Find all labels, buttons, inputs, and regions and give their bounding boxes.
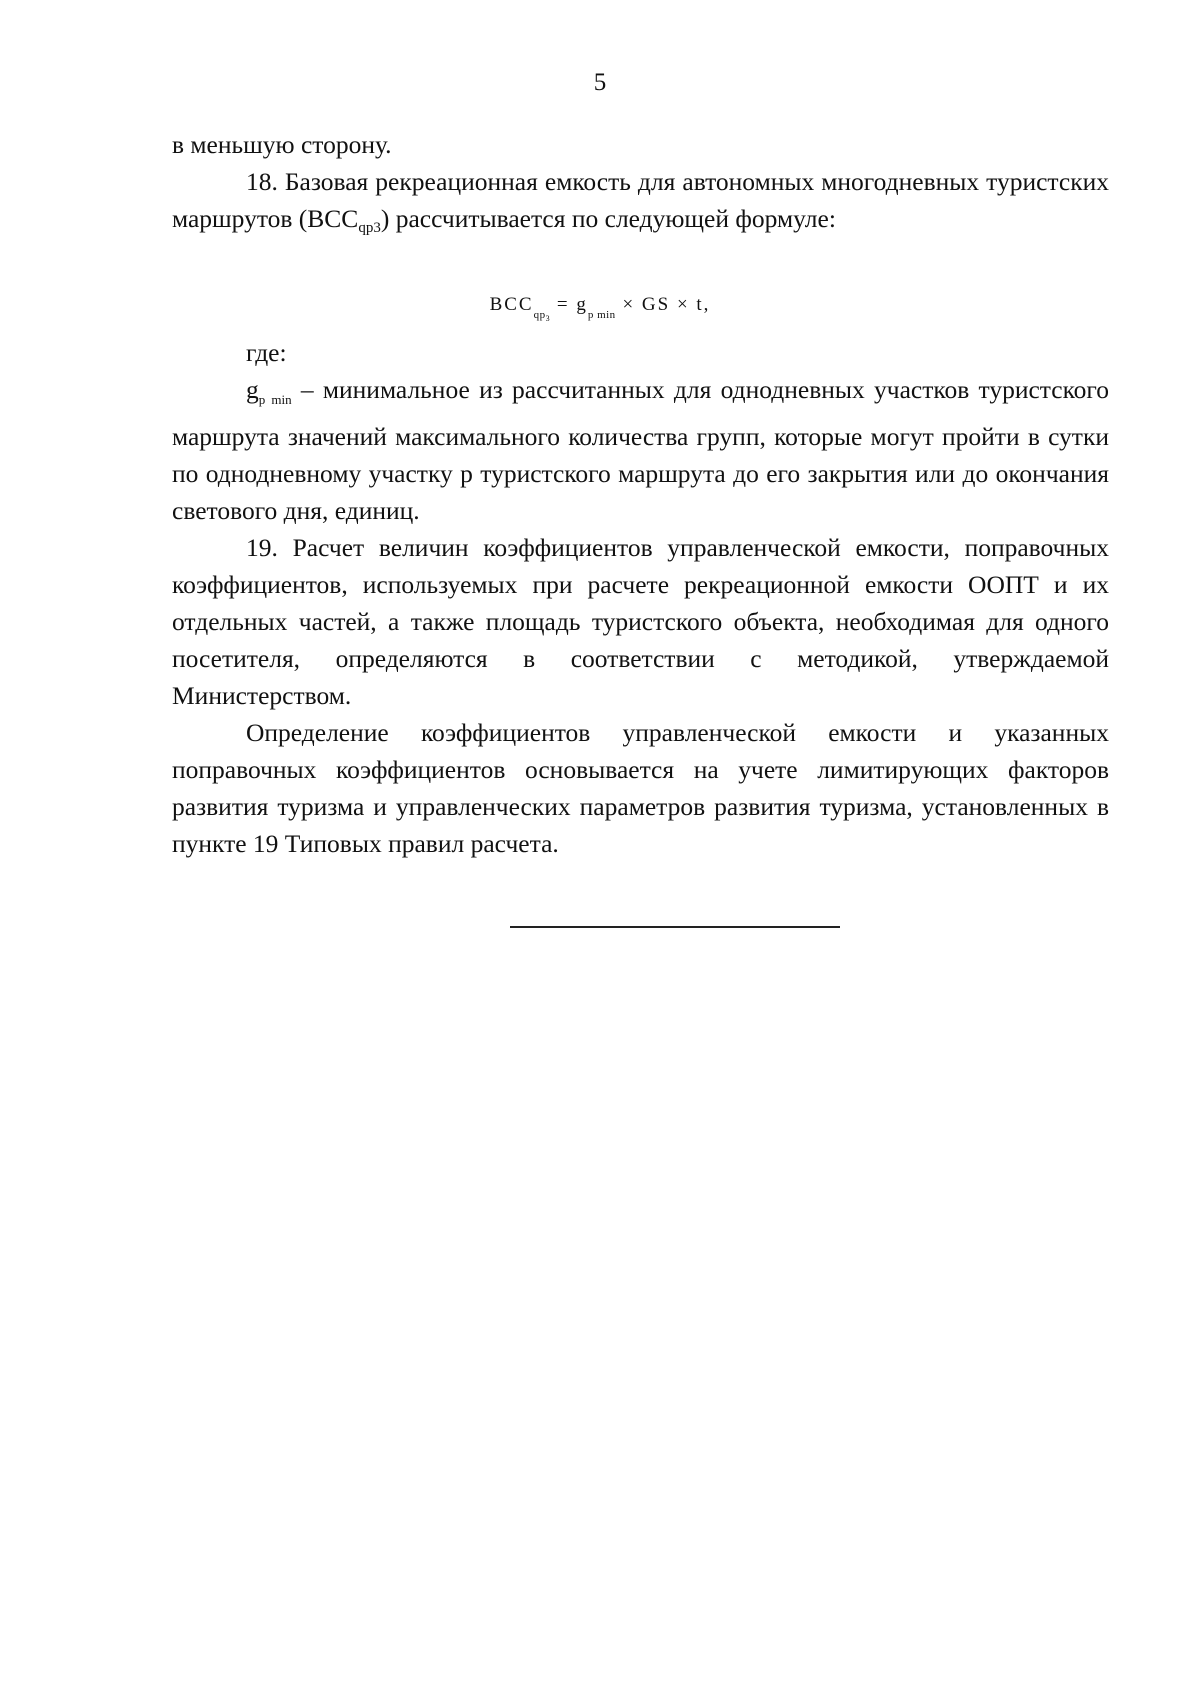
end-rule-line (510, 926, 840, 928)
paragraph-20: Определение коэффициентов управленческой емкости и указанных поправочных коэффициентов основывается на учете лимитирующих факторов развития туризма и управленческих параметров развития туризма, установленных в пункте 19 Типовых правил расчета. (172, 718, 1109, 858)
formula-g-sub: p min (587, 309, 616, 321)
formula-g: g (576, 294, 588, 315)
formula-lhs-sub: qp3 (533, 309, 551, 323)
paragraph-18 (172, 163, 1109, 247)
gpmin-definition (172, 371, 1109, 529)
continuation-line: в меньшую сторону. (172, 130, 392, 159)
formula-rest: × GS × t, (615, 294, 711, 315)
page-number: 5 (593, 69, 607, 96)
formula-lhs: BCC (489, 294, 534, 315)
formula (0, 290, 1200, 334)
formula-eq: = (550, 294, 577, 315)
text-block-top (172, 126, 1109, 247)
where-label: где: (246, 338, 287, 367)
paragraph-18-subscript: qp3 (358, 220, 381, 236)
paragraph-19: 19. Расчет величин коэффициентов управленческой емкости, поправочных коэффициентов, используемых при расчете рекреационной емкости ООПТ и их отдельных частей, а также площадь туристского объекта, необходимая для одного посетителя, определяются в соответствии с методикой, утверждаемой Министерством. (172, 533, 1109, 710)
gpmin-text: – минимальное из рассчитанных для однодневных участков туристского маршрута значений максимального количества групп, которые могут пройти в сутки по однодневному участку p туристского маршрута до его закрытия или до окончания светового дня, единиц. (172, 375, 1109, 525)
paragraph-18-after: ) рассчитывается по следующей формуле: (380, 204, 836, 233)
gpmin-symbol-sub: p min (258, 392, 292, 407)
gpmin-symbol: g (246, 375, 259, 404)
text-block-bottom (172, 334, 1109, 862)
paragraph-18-before: 18. Базовая рекреационная емкость для автономных многодневных туристских маршрутов (BCC (172, 167, 1109, 233)
formula-lhs-sub-sub: 3 (545, 314, 551, 323)
